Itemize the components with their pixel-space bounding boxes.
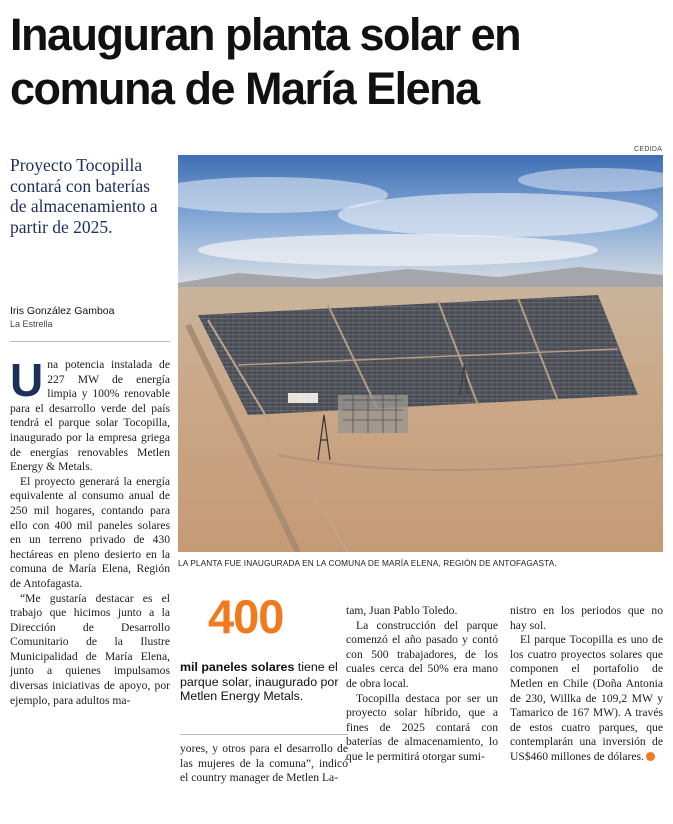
article-column-3 — [346, 604, 498, 765]
paragraph: Tocopilla destaca por ser un proyecto solar híbrido, que a fines de 2025 contará con baterías de almacenamiento, lo que le permitirá otorgar sumi- — [346, 691, 498, 763]
byline-divider — [10, 341, 170, 342]
author-outlet: La Estrella — [10, 319, 53, 329]
paragraph: El parque Tocopilla es uno de los cuatro proyectos solares que componen el portafolio de Metlen en Chile (Doña Antonia de 230, Willka de 109,2 MW y Tamarico de 167 MW). A través de estos cuatro parques, que contemplarán una inversión de US$460 millones de dólares. — [510, 633, 663, 763]
paragraph: El proyecto generará la energía equivalente al consumo anual de 250 mil hogares, contando para ello con 400 mil paneles solares en un terreno privado de 430 hectáreas en pleno desierto en la comuna de María Elena, Región de Antofagasta. — [10, 474, 170, 590]
byline — [10, 305, 170, 331]
headline: Inauguran planta solar en comuna de María Elena — [10, 9, 521, 114]
callout-text: mil paneles solares tiene el parque solar, inaugurado por Metlen Energy Metals. — [180, 660, 339, 704]
callout-divider — [180, 734, 348, 735]
article-column-1 — [10, 354, 170, 708]
article-column-4 — [510, 604, 663, 765]
solar-plant-photo — [178, 155, 663, 552]
solar-plant-aerial-image — [178, 155, 663, 552]
paragraph: “Me gustaría destacar es el trabajo que hicimos junto a la Dirección de Desarrollo Comunitario de la Ilustre Municipalidad de María Elena, junto a quienes impulsamos diversas iniciativas de apoyo, por ejemplo, para adultos ma- — [10, 591, 170, 707]
paragraph: tam, Juan Pablo Toledo. — [346, 604, 458, 617]
paragraph: Una potencia instalada de 227 MW de energía limpia y 100% renovable para el desarrollo verde del país tendrá el parque solar Tocopilla, inaugurado por la empresa griega de energías renovables Metlen Energy & Metals. — [10, 354, 170, 474]
callout-number: 400 — [208, 590, 284, 643]
author-name: Iris González Gamboa — [10, 305, 115, 317]
paragraph: yores, y otros para el desarrollo de las mujeres de la comuna”, indicó el country manager de Metlen La- — [180, 742, 348, 785]
article-column-2 — [180, 742, 348, 786]
drop-cap: U — [10, 354, 44, 406]
subhead: Proyecto Tocopilla contará con baterías de almacenamiento a partir de 2025. — [10, 155, 158, 237]
paragraph: La construcción del parque comenzó el año pasado y contó con 500 trabajadores, de los cuales cerca del 50% era mano de obra local. — [346, 618, 498, 690]
end-of-article-icon — [646, 752, 655, 761]
photo-credit: CEDIDA — [634, 146, 663, 153]
photo-caption: LA PLANTA FUE INAUGURADA EN LA COMUNA DE MARÍA ELENA, REGIÓN DE ANTOFAGASTA. — [178, 558, 557, 568]
paragraph: nistro en los periodos que no hay sol. — [510, 604, 663, 632]
